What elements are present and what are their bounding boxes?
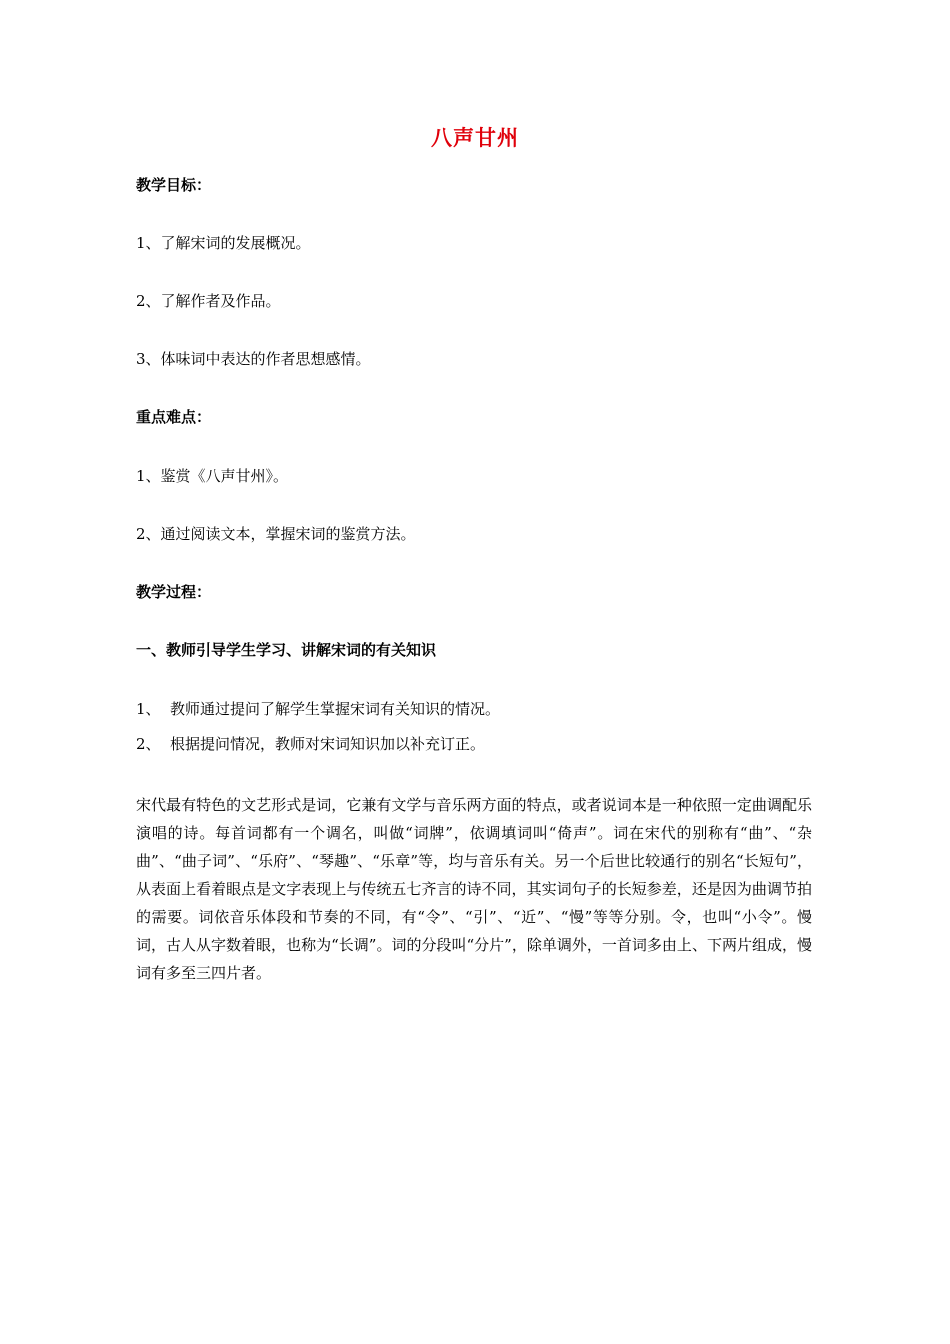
page-title: 八声甘州 (431, 126, 519, 150)
keypoints-heading: 重点难点： (136, 408, 212, 426)
process-subheading: 一、教师引导学生学习、讲解宋词的有关知识 (136, 641, 437, 659)
objective-item: 3、体味词中表达的作者思想感情。 (136, 350, 371, 368)
objectives-heading: 教学目标： (136, 176, 212, 194)
step-number: 2、 (136, 735, 161, 753)
objective-item: 1、了解宋词的发展概况。 (136, 234, 311, 252)
body-paragraph: 宋代最有特色的文艺形式是词，它兼有文学与音乐两方面的特点，或者说词本是一种依照一定曲调配乐演唱的诗。每首词都有一个调名，叫做“词牌”，依调填词叫“倚声”。词在宋代的别称有“曲”、“杂曲”、“曲子词”、“乐府”、“琴趣”、“乐章”等，均与音乐有关。另一个后世比较通行的别名“长短句”，从表面上看着眼点是文字表现上与传统五七齐言的诗不同，其实词句子的长短参差，还是因为曲调节拍的需要。词依音乐体段和节奏的不同，有“令”、“引”、“近”、“慢”等等分别。令，也叫“小令”。慢词，古人从字数着眼，也称为“长调”。词的分段叫“分片”，除单调外，一首词多由上、下两片组成，慢词有多至三四片者。 (136, 796, 812, 982)
process-step (136, 699, 500, 719)
process-heading: 教学过程： (136, 583, 212, 601)
objective-item: 2、了解作者及作品。 (136, 292, 281, 310)
process-step (136, 734, 485, 754)
keypoint-item: 1、鉴赏《八声甘州》。 (136, 467, 289, 485)
step-text: 根据提问情况，教师对宋词知识加以补充订正。 (170, 735, 486, 753)
step-number: 1、 (136, 700, 161, 718)
keypoint-item: 2、通过阅读文本，掌握宋词的鉴赏方法。 (136, 525, 416, 543)
step-text: 教师通过提问了解学生掌握宋词有关知识的情况。 (170, 700, 501, 718)
